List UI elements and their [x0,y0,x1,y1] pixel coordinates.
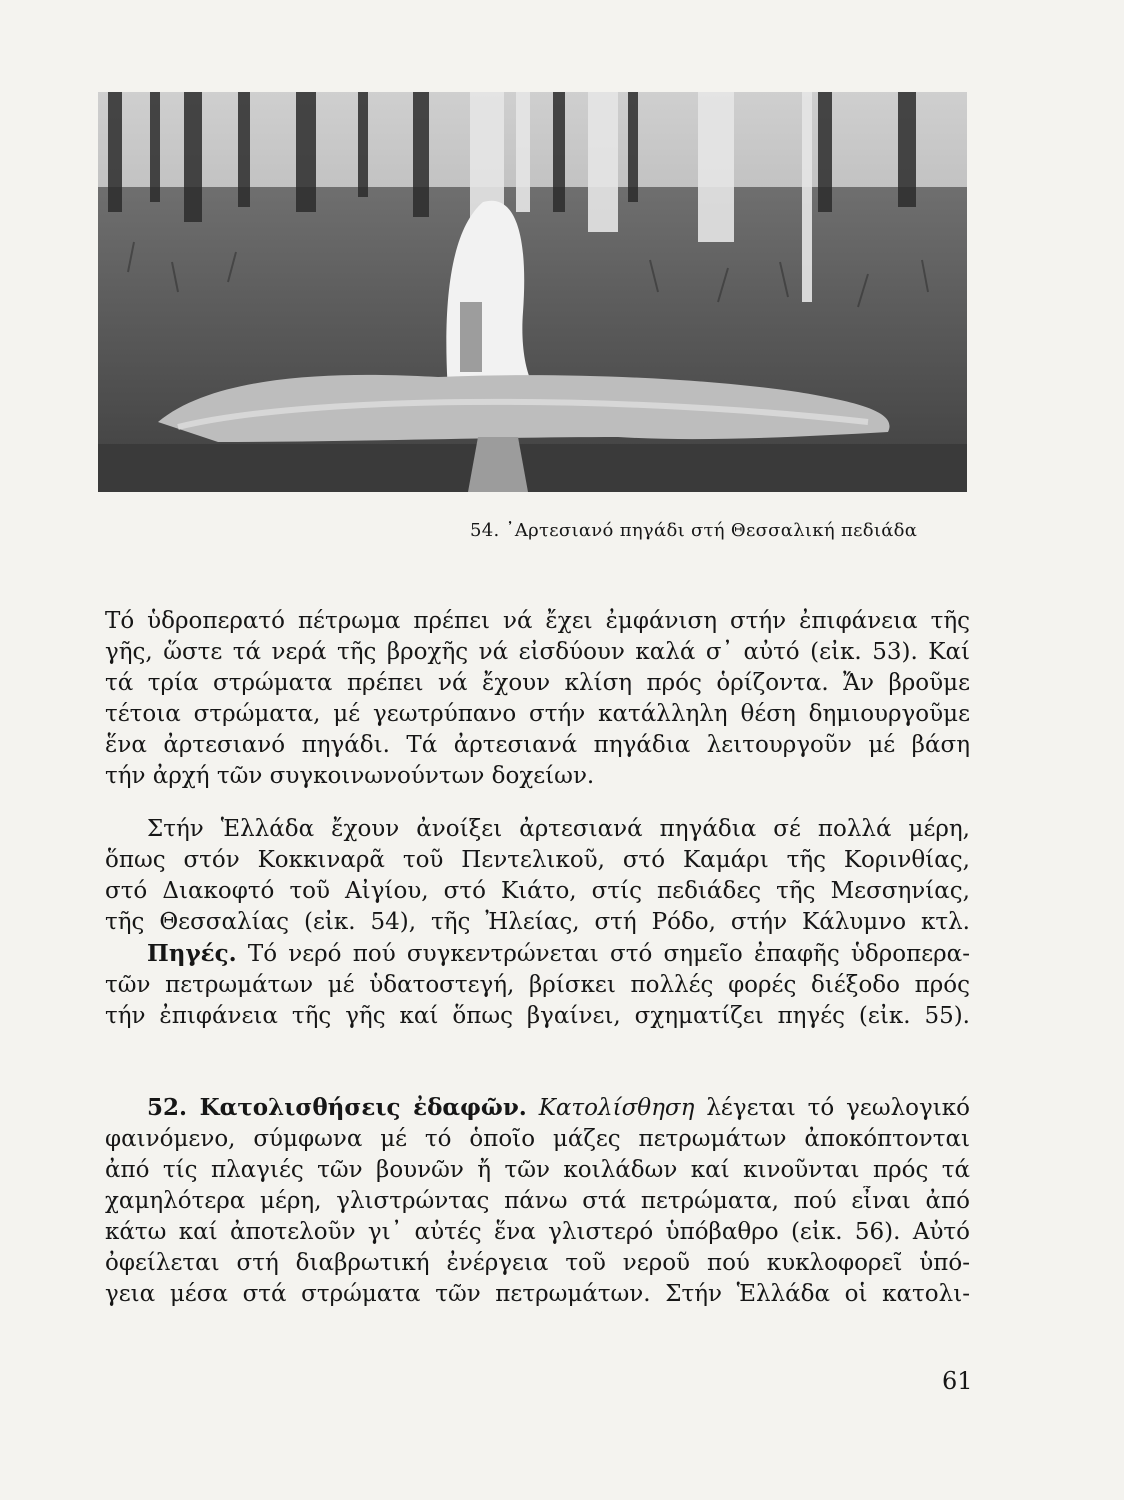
section-52-landslides [105,1092,970,1310]
text-line: ὀφείλεται στή διαβρωτική ἐνέργεια τοῦ νεροῦ πού κυκλοφορεῖ ὑπό- [105,1250,970,1276]
photo-illustration [98,92,967,492]
text-line: τά τρία στρώματα πρέπει νά ἔχουν κλίση πρός ὁρίζοντα. Ἄν βροῦμε [105,670,970,696]
text-line: φαινόμενο, σύμφωνα μέ τό ὁποῖο μάζες πετρωμάτων ἀποκόπτονται [105,1126,970,1152]
text-line: ἕνα ἀρτεσιανό πηγάδι. Τά ἀρτεσιανά πηγάδια λειτουργοῦν μέ βάση [105,732,970,758]
text-line: τῆς Θεσσαλίας (εἰκ. 54), τῆς Ἠλείας, στή Ρόδο, στήν Κάλυμνο κτλ. [105,909,970,935]
text-line: τῶν πετρωμάτων μέ ὑδατοστεγή, βρίσκει πολλές φορές διέξοδο πρός [105,972,970,998]
text-line: τήν ἐπιφάνεια τῆς γῆς καί ὅπως βγαίνει, σχηματίζει πηγές (εἰκ. 55). [105,1003,970,1029]
springs-heading: Πηγές. [147,940,237,967]
text-line: κάτω καί ἀποτελοῦν γι᾽ αὐτές ἕνα γλιστερό ὑπόβαθρο (εἰκ. 56). Αὐτό [105,1219,970,1245]
artesian-well-photo [98,92,967,492]
paragraph-greek-wells-and-springs [105,814,970,1032]
text-line: γεια μέσα στά στρώματα τῶν πετρωμάτων. Στήν Ἑλλάδα οἱ κατολι- [105,1281,970,1307]
paragraph-artesian-conditions [105,606,970,792]
text-line: τήν ἀρχή τῶν συγκοινωνούντων δοχείων. [105,763,595,789]
page-number: 61 [942,1367,973,1395]
text-line: Τό ὑδροπερατό πέτρωμα πρέπει νά ἔχει ἐμφάνιση στήν ἐπιφάνεια τῆς [105,608,970,634]
text-line: ὅπως στόν Κοκκιναρᾶ τοῦ Πεντελικοῦ, στό Καμάρι τῆς Κορινθίας, [105,847,970,873]
section-first-line-text: λέγεται τό γεωλογικό [694,1095,970,1121]
figure-caption: 54. ᾽Αρτεσιανό πηγάδι στή Θεσσαλική πεδιάδα [470,520,918,541]
section-term: Κατολίσθηση [538,1095,695,1121]
springs-first-line [105,938,970,970]
section-heading: 52. Κατολισθήσεις ἐδαφῶν. [147,1094,527,1121]
text-line: ἀπό τίς πλαγιές τῶν βουνῶν ἤ τῶν κοιλάδων καί κινοῦνται πρός τά [105,1157,970,1183]
text-line: τέτοια στρώματα, μέ γεωτρύπανο στήν κατάλληλη θέση δημιουργοῦμε [105,701,970,727]
text-line: γῆς, ὥστε τά νερά τῆς βροχῆς νά εἰσδύουν καλά σ᾽ αὐτό (εἰκ. 53). Καί [105,639,970,665]
springs-first-line-text: Τό νερό πού συγκεντρώνεται στό σημεῖο ἐπαφῆς ὑδροπερα- [236,941,970,967]
text-line: χαμηλότερα μέρη, γλιστρώντας πάνω στά πετρώματα, πού εἶναι ἀπό [105,1188,970,1214]
text-line: Στήν Ἑλλάδα ἔχουν ἀνοίξει ἀρτεσιανά πηγάδια σέ πολλά μέρη, [147,816,970,842]
section-heading-line [105,1092,970,1124]
text-line: στό Διακοφτό τοῦ Αἰγίου, στό Κιάτο, στίς πεδιάδες τῆς Μεσσηνίας, [105,878,970,904]
